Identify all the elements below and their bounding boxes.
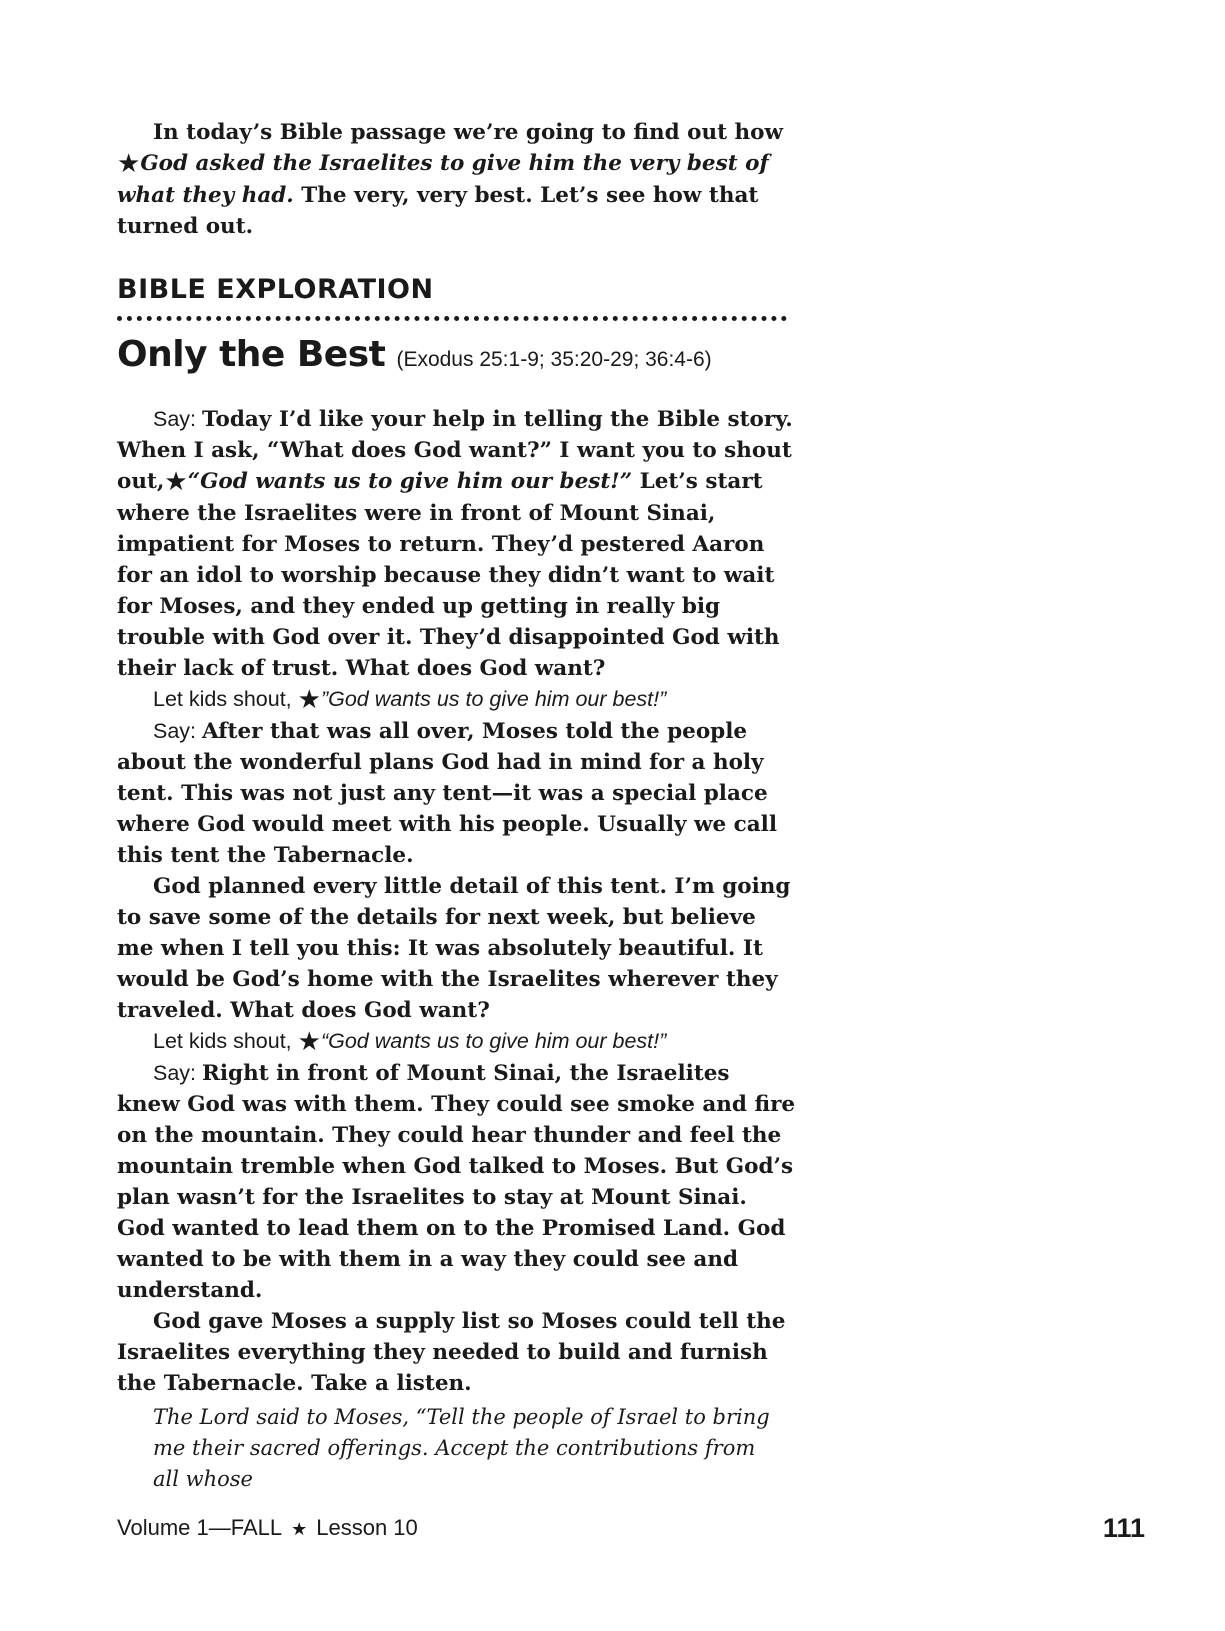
story-title: Only the Best	[117, 334, 386, 375]
star-icon: ★	[297, 1027, 321, 1057]
shout-label: Let kids shout,	[153, 1029, 298, 1053]
dotted-divider	[117, 316, 787, 321]
star-icon: ★	[297, 685, 321, 715]
p1-text-a: Today I’d like your help in telling the Bible story. When I ask, “What does God want?” I want you to shout out,	[117, 407, 793, 494]
p4-text: Right in front of Mount Sinai, the Israelites knew God was with them. They could see smoke and fire on the mountain. They could hear thunder and feel the mountain tremble when God talked to Moses. But God’s plan wasn’t for the Israelites to stay at Mount Sinai. God wanted to lead them on to the Promised Land. God wanted to be with them in a way they could see and understand.	[117, 1061, 796, 1303]
paragraph-5: God gave Moses a supply list so Moses could tell the Israelites everything they needed to build and furnish the Tabernacle. Take a listen.	[117, 1309, 786, 1396]
say-label: Say:	[153, 719, 202, 743]
story-reference: (Exodus 25:1-9; 35:20-29; 36:4-6)	[396, 348, 712, 371]
page-footer	[117, 1515, 1145, 1541]
intro-after: The very, very best. Let’s see how that turned out.	[117, 183, 759, 239]
shout-text: “God wants us to give him our best!”	[320, 1029, 667, 1053]
intro-star-text: God asked the Israelites to give him the very best of what they had.	[117, 151, 769, 208]
footer-star-icon: ★	[291, 1519, 308, 1540]
star-icon: ★	[117, 149, 141, 179]
scripture-quote: The Lord said to Moses, “Tell the people of Israel to bring me their sacred offerings. Accept the contributions from all whose	[153, 1405, 770, 1491]
p1-star-text: “God wants us to give him our best!”	[187, 469, 633, 494]
say-label: Say:	[153, 1061, 202, 1085]
p2-text: After that was all over, Moses told the people about the wonderful plans God had in mind for a holy tent. This was not just any tent—it was a special place where God would meet with his people. Usually we call this tent the Tabernacle.	[117, 719, 777, 868]
section-heading: BIBLE EXPLORATION	[117, 274, 434, 305]
story-body	[117, 404, 797, 1399]
footer-lesson: Lesson 10	[316, 1515, 418, 1540]
paragraph-1	[117, 404, 797, 684]
story-title-line	[117, 334, 797, 375]
shout-line-2	[117, 1026, 797, 1058]
shout-text: ”God wants us to give him our best!”	[320, 687, 667, 711]
paragraph-3: God planned every little detail of this tent. I’m going to save some of the details for next week, but believe me when I tell you this: It was absolutely beautiful. It would be God’s home with the Israelites wherever they traveled. What does God want?	[117, 874, 791, 1023]
shout-line-1	[117, 684, 797, 716]
intro-paragraph	[117, 117, 797, 242]
p1-text-b: Let’s start where the Israelites were in front of Mount Sinai, impatient for Moses to return. They’d pestered Aaron for an idol to worship because they didn’t want to wait for Moses, and they ended up getting in really big trouble with God over it. They’d disappointed God with their lack of trust. What does God want?	[117, 469, 780, 681]
page-number: 111	[1102, 1513, 1145, 1543]
shout-label: Let kids shout,	[153, 687, 298, 711]
paragraph-2	[117, 716, 797, 871]
say-label: Say:	[153, 407, 202, 431]
intro-lead: In today’s Bible passage we’re going to find out how	[153, 120, 784, 145]
star-icon: ★	[164, 467, 188, 497]
paragraph-4	[117, 1058, 797, 1306]
footer-volume: Volume 1—FALL	[117, 1515, 283, 1540]
